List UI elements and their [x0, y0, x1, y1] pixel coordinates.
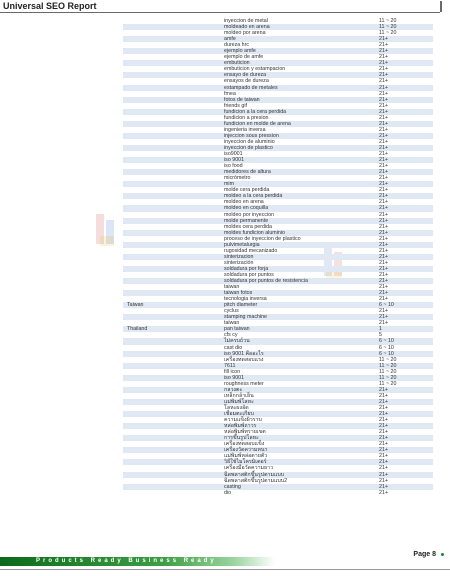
keyword-cell: เครื่องวัดความหนา — [224, 447, 268, 454]
footer-divider — [0, 569, 450, 570]
keyword-cell: soldadura por puntos — [224, 271, 274, 278]
keyword-cell: molde permanente — [224, 217, 269, 224]
keyword-cell: ejemplo de amfe — [224, 54, 264, 61]
keyword-cell: moldeo en arena — [224, 199, 264, 206]
rank-cell: 21+ — [379, 42, 388, 49]
country-cell: Taiwan — [127, 302, 144, 309]
rank-cell: 21+ — [379, 126, 388, 133]
keyword-cell: fundicion a presion — [224, 114, 269, 121]
keyword-cell: วิธีใช้ไมโครมิเตอร์ — [224, 459, 267, 466]
keyword-cell: inyeccion de plastico — [224, 144, 273, 151]
keyword-cell: moldeo en coquilla — [224, 205, 269, 212]
rank-cell: 21+ — [379, 193, 388, 200]
rank-cell: 21+ — [379, 423, 388, 430]
header-bar-mark — [440, 1, 442, 12]
keyword-ranking-table — [123, 18, 433, 496]
rank-cell: 21+ — [379, 429, 388, 436]
keyword-cell: แม่พิมพ์โลหะ — [224, 398, 254, 405]
rank-cell: 21+ — [379, 459, 388, 466]
rank-cell: 21+ — [379, 60, 388, 67]
keyword-cell: pan taiwan — [224, 326, 250, 333]
keyword-cell: taiwan fotos — [224, 290, 253, 297]
table-row — [123, 490, 433, 496]
rank-cell: 21+ — [379, 144, 388, 151]
keyword-cell: molde cera perdida — [224, 187, 270, 194]
keyword-cell: soldadura por puntos de resistencia — [224, 278, 308, 285]
keyword-cell: micrómetro — [224, 175, 251, 182]
rank-cell: 21+ — [379, 465, 388, 472]
keyword-cell: taiwan — [224, 320, 240, 327]
keyword-cell: inyeccion de metal — [224, 18, 268, 24]
keyword-cell: การขึ้นรูปโลหะ — [224, 435, 259, 442]
keyword-cell: soldadura por forja — [224, 265, 269, 272]
rank-cell: 21+ — [379, 483, 388, 490]
rank-cell: 21+ — [379, 417, 388, 424]
keyword-cell: sinterización — [224, 259, 254, 266]
keyword-cell: moldeo por arena — [224, 30, 266, 37]
rank-cell: 11 ~ 20 — [379, 380, 397, 387]
rank-cell: 21+ — [379, 405, 388, 411]
rank-cell: 21+ — [379, 96, 388, 103]
rank-cell: 21+ — [379, 247, 388, 254]
keyword-cell: amfe — [224, 36, 236, 43]
keyword-cell: moldes fundicion aluminio — [224, 229, 285, 236]
keyword-cell: ฉีดพลาสติกขึ้นรูปตามแบบ — [224, 471, 285, 478]
rank-cell: 21+ — [379, 435, 388, 442]
rank-cell: 21+ — [379, 489, 388, 496]
keyword-cell: estampado de metales — [224, 84, 278, 91]
keyword-cell: 7611 — [224, 362, 236, 369]
keyword-cell: fill icon — [224, 368, 241, 375]
rank-cell: 21+ — [379, 199, 388, 206]
keyword-cell: ensayo de dureza — [224, 72, 267, 79]
rank-cell: 21+ — [379, 411, 388, 418]
keyword-cell: taiwan — [224, 284, 240, 291]
rank-cell: 11 ~ 20 — [379, 24, 397, 31]
rank-cell: 21+ — [379, 217, 388, 224]
rank-cell: 21+ — [379, 114, 388, 121]
keyword-cell: friends gif — [224, 102, 247, 109]
keyword-cell: moldeo a la cera perdida — [224, 193, 283, 200]
rank-cell: 11 ~ 20 — [379, 30, 397, 37]
keyword-cell: เครื่องมือวัดความยาว — [224, 465, 274, 472]
rank-cell: 21+ — [379, 290, 388, 297]
rank-cell: 6 ~ 10 — [379, 344, 394, 351]
keyword-cell: ไม่ครบถ้วน — [224, 338, 250, 345]
keyword-cell: ฉีดพลาสติกขึ้นรูปตามแบบ2 — [224, 477, 288, 484]
page-number: Page 8 — [413, 551, 436, 558]
keyword-cell: tecnologia inversa — [224, 296, 267, 303]
rank-cell: 21+ — [379, 229, 388, 236]
rank-cell: 21+ — [379, 241, 388, 248]
rank-cell: 21+ — [379, 398, 388, 405]
rank-cell: 21+ — [379, 205, 388, 212]
rank-cell: 5 — [379, 332, 382, 339]
rank-cell: 21+ — [379, 271, 388, 278]
rank-cell: 21+ — [379, 265, 388, 272]
rank-cell: 21+ — [379, 181, 388, 188]
keyword-cell: rugosidad mecanizado — [224, 247, 278, 254]
rank-cell: 21+ — [379, 36, 388, 43]
rank-cell: 21+ — [379, 138, 388, 145]
keyword-cell: inyeccion de aluminio — [224, 138, 275, 145]
keyword-cell: dureza hrc — [224, 42, 250, 49]
keyword-cell: moldes cera perdida — [224, 223, 272, 230]
rank-cell: 21+ — [379, 157, 388, 164]
keyword-cell: casting — [224, 483, 241, 490]
keyword-cell: iso 9001 — [224, 374, 245, 381]
rank-cell: 11 ~ 20 — [379, 356, 397, 363]
keyword-cell: ความแข็งผิวราบ — [224, 417, 262, 424]
keyword-cell: fmea — [224, 90, 236, 97]
rank-cell: 11 ~ 20 — [379, 362, 397, 369]
rank-cell: 21+ — [379, 84, 388, 91]
rank-cell: 21+ — [379, 320, 388, 327]
keyword-cell: fundicion en molde de arena — [224, 120, 291, 127]
keyword-cell: stamping machine — [224, 314, 267, 321]
keyword-cell: iso food — [224, 163, 243, 170]
rank-cell: 21+ — [379, 235, 388, 242]
keyword-cell: เครื่องทดสอบแรง — [224, 356, 264, 363]
rank-cell: 21+ — [379, 447, 388, 454]
keyword-cell: cast dio — [224, 344, 243, 351]
rank-cell: 6 ~ 10 — [379, 302, 394, 309]
keyword-cell: roughness meter — [224, 380, 264, 387]
keyword-cell: เครื่องทดสอบแข็ง — [224, 441, 265, 448]
keyword-cell: fundicion a la cera perdida — [224, 108, 287, 115]
keyword-cell: แม่พิมพ์หล่อตายตัว — [224, 453, 268, 460]
country-cell: Thailand — [127, 326, 148, 333]
rank-cell: 21+ — [379, 284, 388, 291]
rank-cell: 21+ — [379, 175, 388, 182]
keyword-cell: หล่อพิมพ์ถาวร — [224, 423, 257, 430]
rank-cell: 21+ — [379, 477, 388, 484]
rank-cell: 21+ — [379, 78, 388, 85]
rank-cell: 21+ — [379, 108, 388, 115]
rank-cell: 21+ — [379, 72, 388, 79]
rank-cell: 21+ — [379, 66, 388, 73]
page-bullet-icon — [441, 553, 444, 556]
keyword-cell: pulvimetalurgia — [224, 241, 260, 248]
keyword-cell: ingenieria inversa — [224, 126, 266, 133]
rank-cell: 21+ — [379, 102, 388, 109]
report-header — [0, 0, 450, 14]
keyword-cell: pitch diameter — [224, 302, 258, 309]
keyword-cell: เหล็กกล้าเย็น — [224, 392, 254, 399]
report-title: Universal SEO Report — [3, 1, 97, 11]
keyword-cell: moldeo por inyeccion — [224, 211, 275, 218]
keyword-cell: moldeado en arena — [224, 24, 270, 31]
keyword-cell: sinterizacion — [224, 253, 254, 260]
rank-cell: 21+ — [379, 392, 388, 399]
header-divider — [0, 12, 440, 13]
rank-cell: 21+ — [379, 471, 388, 478]
keyword-cell: ejemplo amfe — [224, 48, 256, 55]
rank-cell: 21+ — [379, 187, 388, 194]
rank-cell: 11 ~ 20 — [379, 18, 397, 24]
keyword-cell: iso 9001 คืออะไร — [224, 350, 264, 357]
keyword-cell: mim — [224, 181, 235, 188]
rank-cell: 21+ — [379, 151, 388, 158]
rank-cell: 21+ — [379, 163, 388, 170]
keyword-cell: iso 9001 — [224, 157, 245, 164]
rank-cell: 1 — [379, 326, 382, 333]
keyword-cell: proceso de inyeccion de plastico — [224, 235, 301, 242]
rank-cell: 21+ — [379, 48, 388, 55]
rank-cell: 11 ~ 20 — [379, 368, 397, 375]
keyword-cell: iso9001 — [224, 151, 243, 158]
rank-cell: 21+ — [379, 386, 388, 393]
rank-cell: 6 ~ 10 — [379, 338, 394, 345]
report-footer — [0, 549, 450, 576]
rank-cell: 21+ — [379, 54, 388, 61]
rank-cell: 21+ — [379, 90, 388, 97]
rank-cell: 21+ — [379, 308, 388, 315]
keyword-cell: ensayos de dureza — [224, 78, 269, 85]
rank-cell: 21+ — [379, 169, 388, 176]
rank-cell: 11 ~ 20 — [379, 374, 397, 381]
keyword-cell: หล่อพิมพ์ทรายเขต — [224, 429, 266, 436]
keyword-cell: injeccion sous pression — [224, 132, 279, 139]
rank-cell: 21+ — [379, 223, 388, 230]
rank-cell: 21+ — [379, 259, 388, 266]
watermark-left-graphic — [92, 208, 122, 258]
keyword-cell: embuticion — [224, 60, 250, 67]
keyword-cell: cfs cy — [224, 332, 238, 339]
rank-cell: 21+ — [379, 253, 388, 260]
rank-cell: 21+ — [379, 211, 388, 218]
footer-tagline: Products Ready Business Ready — [36, 558, 217, 564]
keyword-cell: fotos de taiwan — [224, 96, 260, 103]
keyword-cell: เชื่อมตะเกียบ — [224, 411, 254, 418]
keyword-cell: medidores de altura — [224, 169, 271, 176]
rank-cell: 21+ — [379, 296, 388, 303]
rank-cell: 21+ — [379, 314, 388, 321]
rank-cell: 6 ~ 10 — [379, 350, 394, 357]
rank-cell: 21+ — [379, 453, 388, 460]
keyword-cell: dio — [224, 489, 232, 496]
rank-cell: 21+ — [379, 278, 388, 285]
keyword-cell: โลหะผงอัด — [224, 405, 249, 411]
keyword-cell: embuticion y estampacion — [224, 66, 286, 73]
keyword-cell: cyclus — [224, 308, 239, 315]
keyword-cell: กลวงตะ — [224, 386, 243, 393]
rank-cell: 21+ — [379, 120, 388, 127]
rank-cell: 21+ — [379, 441, 388, 448]
rank-cell: 21+ — [379, 132, 388, 139]
